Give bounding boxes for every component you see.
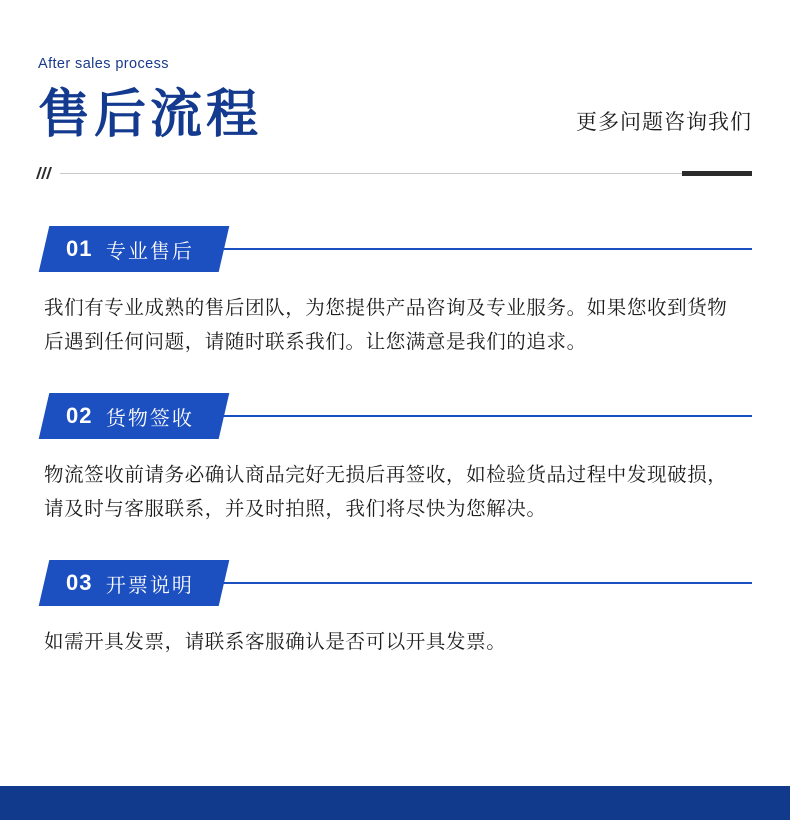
divider-line: [60, 173, 682, 174]
section-number: 02: [66, 403, 93, 429]
divider-end-cap: [682, 171, 752, 176]
section-item: [38, 393, 752, 526]
page-header: [38, 0, 752, 144]
section-tag: [39, 560, 230, 606]
header-divider: [38, 166, 752, 180]
section-label: 开票说明: [106, 574, 195, 597]
section-body: 如需开具发票，请联系客服确认是否可以开具发票。: [44, 631, 507, 654]
sections-list: [38, 226, 752, 660]
section-number: 03: [66, 570, 93, 596]
bottom-bar: [0, 786, 790, 820]
section-label: 专业售后: [106, 240, 195, 263]
section-number: 01: [66, 236, 93, 262]
section-label: 货物签收: [106, 407, 195, 430]
section-item: [38, 226, 752, 359]
page-title: 售后流程: [38, 86, 263, 144]
eyebrow-text: After sales process: [38, 56, 169, 72]
section-body: 我们有专业成熟的售后团队，为您提供产品咨询及专业服务。如果您收到货物后遇到任何问题，请随时联系我们。让您满意是我们的追求。: [44, 297, 728, 353]
section-rule: [220, 582, 752, 584]
section-header: [38, 560, 752, 606]
section-tag: [39, 226, 230, 272]
section-header: [38, 226, 752, 272]
section-rule: [220, 248, 752, 250]
section-item: [38, 560, 752, 660]
header-subtitle: 更多问题咨询我们: [576, 111, 752, 135]
section-body: 物流签收前请务必确认商品完好无损后再签收，如检验货品过程中发现破损，请及时与客服联系，并及时拍照，我们将尽快为您解决。: [44, 464, 728, 520]
tick-marks-icon: [38, 167, 50, 179]
section-rule: [220, 415, 752, 417]
section-header: [38, 393, 752, 439]
section-tag: [39, 393, 230, 439]
title-row: [38, 86, 752, 144]
